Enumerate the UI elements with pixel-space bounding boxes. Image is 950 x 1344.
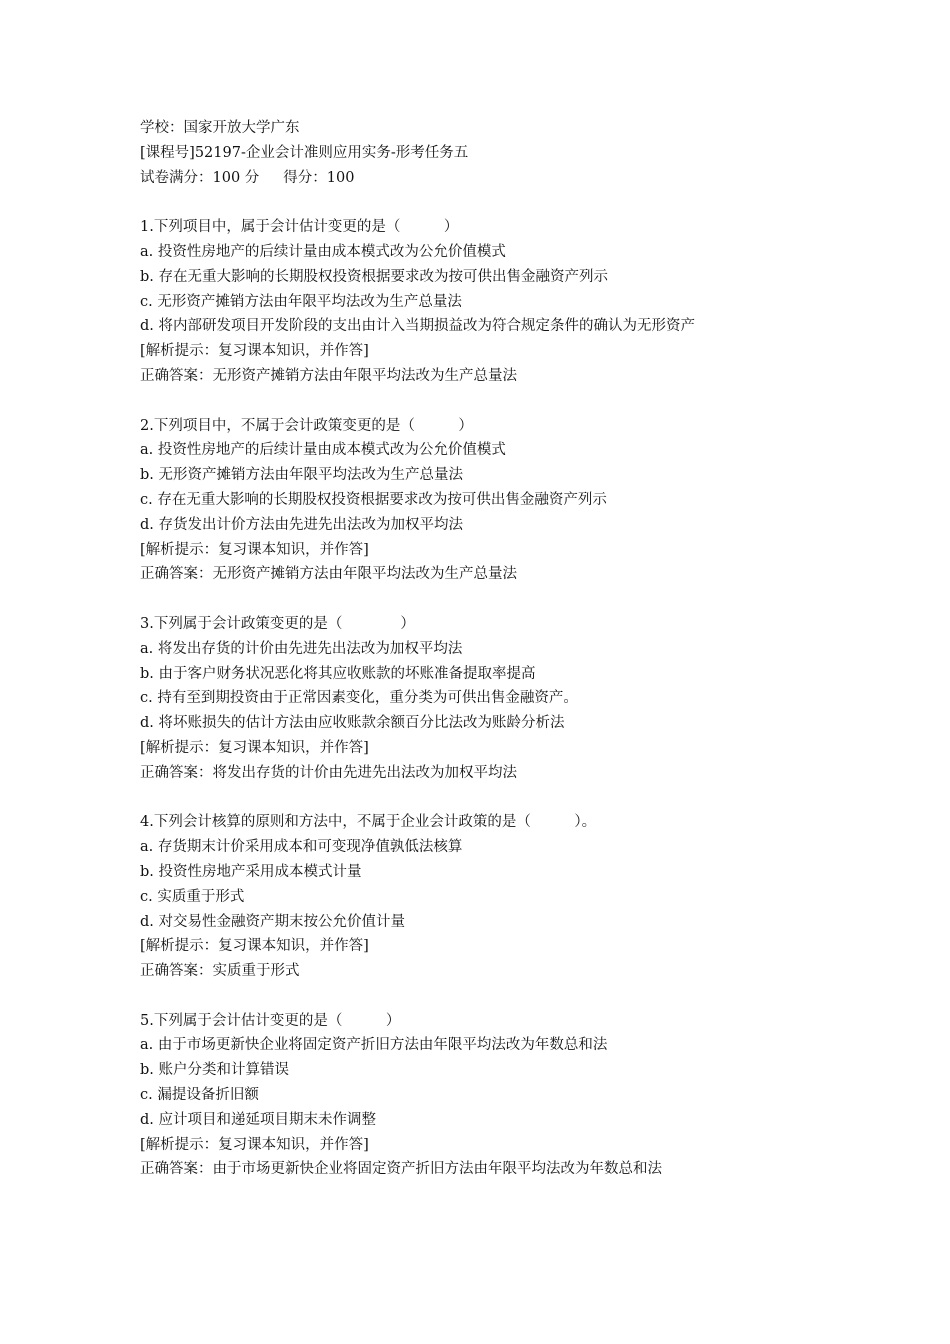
question-hint: [解析提示：复习课本知识，并作答] <box>140 739 369 756</box>
spacer <box>140 389 920 414</box>
question-answer: 正确答案：无形资产摊销方法由年限平均法改为生产总量法 <box>140 566 517 583</box>
school-line: 学校：国家开放大学广东 <box>140 120 300 136</box>
option-a: a. 将发出存货的计价由先进先出法改为加权平均法 <box>140 640 463 657</box>
option-d: d. 对交易性金融资产期末按公允价值计量 <box>140 913 405 930</box>
question-4 <box>140 810 920 984</box>
question-stem: 3.下列属于会计政策变更的是（ ） <box>140 615 415 632</box>
option-b: b. 由于客户财务状况恶化将其应收账款的坏账准备提取率提高 <box>140 665 536 682</box>
option-b: b. 投资性房地产采用成本模式计量 <box>140 863 362 880</box>
question-answer: 正确答案：将发出存货的计价由先进先出法改为加权平均法 <box>140 764 517 781</box>
question-answer: 正确答案：由于市场更新快企业将固定资产折旧方法由年限平均法改为年数总和法 <box>140 1161 662 1178</box>
option-c: c. 存在无重大影响的长期股权投资根据要求改为按可供出售金融资产列示 <box>140 491 607 508</box>
score-line <box>140 166 920 191</box>
obtained-score: 得分：100 <box>283 169 355 186</box>
option-a: a. 投资性房地产的后续计量由成本模式改为公允价值模式 <box>140 442 506 459</box>
question-3 <box>140 612 920 786</box>
question-stem: 2.下列项目中，不属于会计政策变更的是（ ） <box>140 417 473 434</box>
question-answer: 正确答案：实质重于形式 <box>140 963 300 980</box>
question-stem: 5.下列属于会计估计变更的是（ ） <box>140 1012 401 1029</box>
question-answer: 正确答案：无形资产摊销方法由年限平均法改为生产总量法 <box>140 367 517 384</box>
option-d: d. 应计项目和递延项目期末未作调整 <box>140 1111 376 1128</box>
question-hint: [解析提示：复习课本知识，并作答] <box>140 343 369 360</box>
option-b: b. 无形资产摊销方法由年限平均法改为生产总量法 <box>140 467 463 484</box>
option-c: c. 无形资产摊销方法由年限平均法改为生产总量法 <box>140 293 462 310</box>
option-a: a. 投资性房地产的后续计量由成本模式改为公允价值模式 <box>140 243 506 260</box>
option-b: b. 账户分类和计算错误 <box>140 1062 289 1079</box>
question-2 <box>140 414 920 588</box>
exam-document <box>140 116 920 1182</box>
option-c: c. 实质重于形式 <box>140 888 245 905</box>
question-hint: [解析提示：复习课本知识，并作答] <box>140 1136 369 1153</box>
question-hint: [解析提示：复习课本知识，并作答] <box>140 938 369 955</box>
question-stem: 4.下列会计核算的原则和方法中，不属于企业会计政策的是（ ）。 <box>140 814 597 831</box>
option-d: d. 存货发出计价方法由先进先出法改为加权平均法 <box>140 516 463 533</box>
option-d: d. 将内部研发项目开发阶段的支出由计入当期损益改为符合规定条件的确认为无形资产 <box>140 318 695 335</box>
question-5 <box>140 1009 920 1183</box>
option-a: a. 由于市场更新快企业将固定资产折旧方法由年限平均法改为年数总和法 <box>140 1037 608 1054</box>
question-stem: 1.下列项目中，属于会计估计变更的是（ ） <box>140 219 459 236</box>
question-hint: [解析提示：复习课本知识，并作答] <box>140 541 369 558</box>
option-a: a. 存货期末计价采用成本和可变现净值孰低法核算 <box>140 839 463 856</box>
option-d: d. 将坏账损失的估计方法由应收账款余额百分比法改为账龄分析法 <box>140 715 565 732</box>
option-c: c. 持有至到期投资由于正常因素变化，重分类为可供出售金融资产。 <box>140 690 578 707</box>
option-b: b. 存在无重大影响的长期股权投资根据要求改为按可供出售金融资产列示 <box>140 268 608 285</box>
option-c: c. 漏提设备折旧额 <box>140 1087 259 1104</box>
spacer <box>140 587 920 612</box>
question-1 <box>140 215 920 389</box>
full-score: 试卷满分：100 分 <box>140 169 260 186</box>
spacer <box>140 786 920 811</box>
spacer <box>140 984 920 1009</box>
spacer <box>140 190 920 215</box>
course-line: [课程号]52197-企业会计准则应用实务-形考任务五 <box>140 144 469 161</box>
